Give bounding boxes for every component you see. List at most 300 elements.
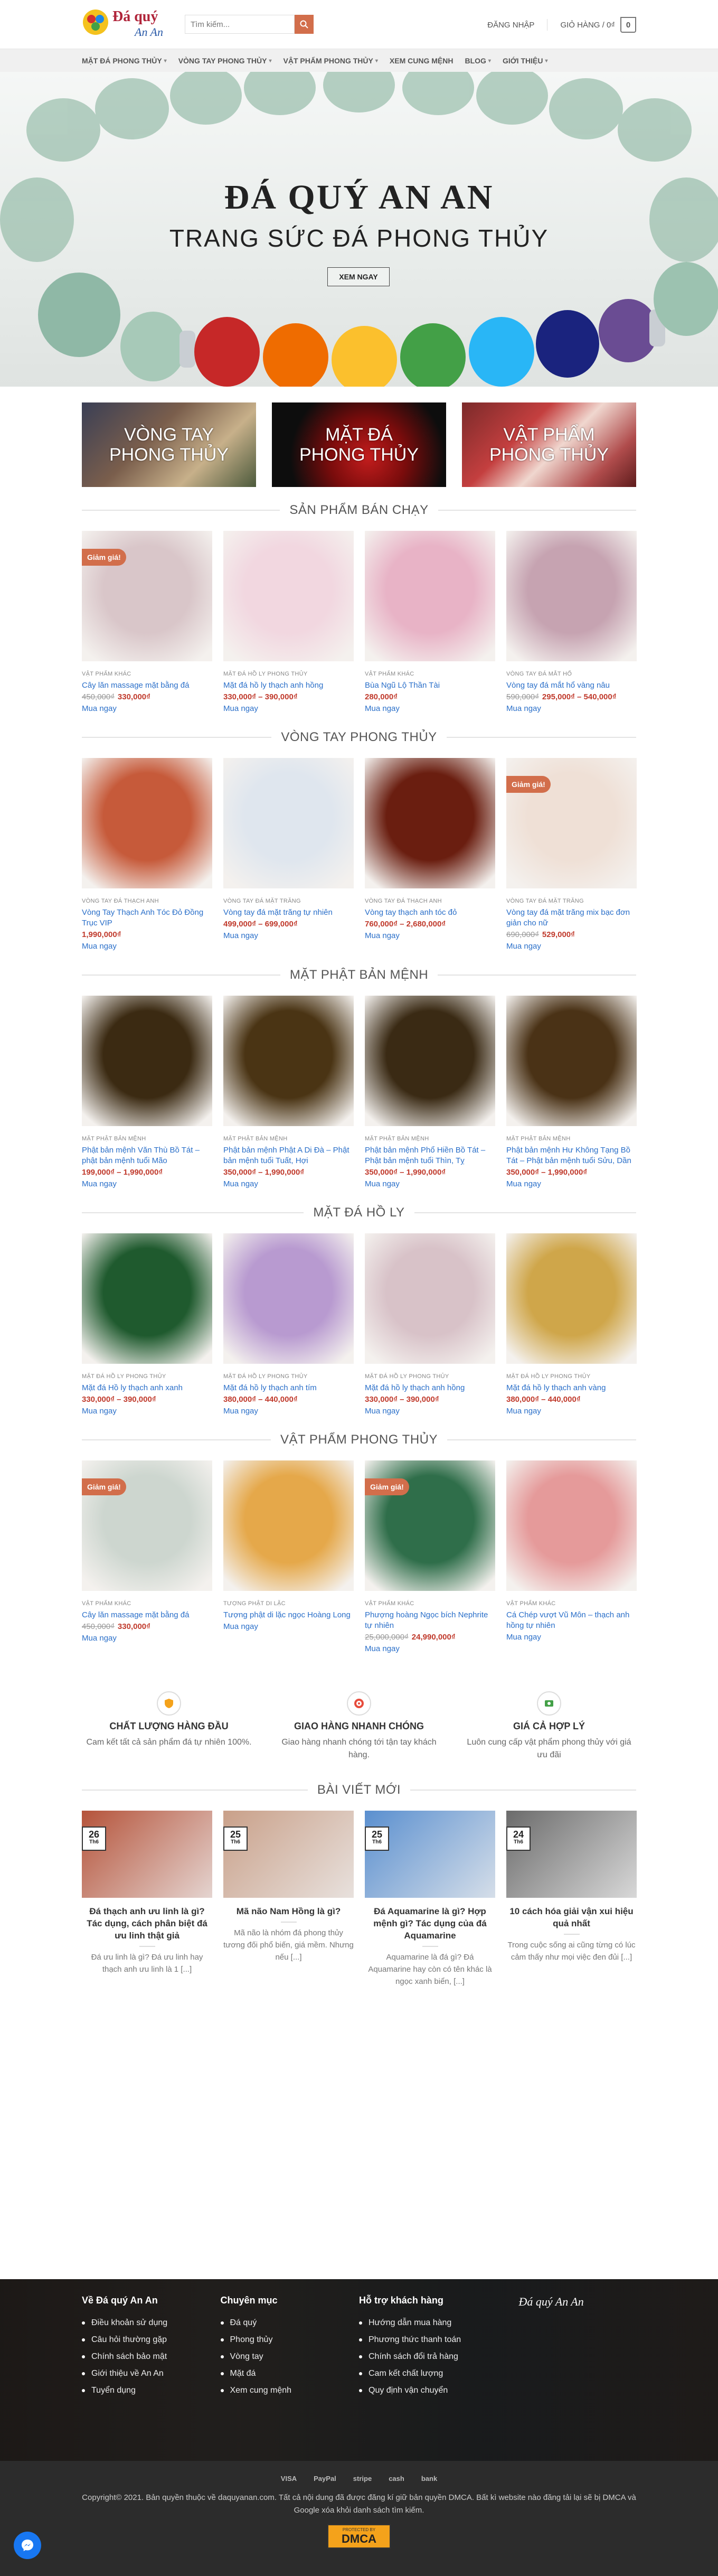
footer-col-title: Chuyên mục xyxy=(220,2295,278,2306)
footer-link[interactable]: Mặt đá xyxy=(221,2365,360,2382)
current-price: 350,000₫ – 1,990,000₫ xyxy=(223,1168,305,1177)
current-price: 330,000₫ – 390,000₫ xyxy=(82,1395,156,1404)
product-price xyxy=(506,1167,637,1178)
header-actions xyxy=(487,17,636,33)
product-card xyxy=(223,1460,354,1654)
current-price: 350,000₫ – 1,990,000₫ xyxy=(365,1168,446,1177)
post-day: 25 xyxy=(371,1829,383,1840)
search-button[interactable] xyxy=(295,15,314,34)
cash-icon: cash xyxy=(389,2474,404,2483)
buy-now-link[interactable]: Mua ngay xyxy=(365,931,400,940)
section-title xyxy=(82,1432,636,1447)
nav-item-gioi-thieu[interactable] xyxy=(503,57,548,65)
product-price xyxy=(82,1622,212,1632)
feature-text: Luôn cung cấp vật phẩm phong thủy với giá ưu đãi xyxy=(467,1738,631,1759)
divider xyxy=(438,510,636,511)
payment-icons xyxy=(0,2472,718,2484)
product-card xyxy=(506,1233,637,1417)
product-category: TƯỢNG PHẬT DI LẶC xyxy=(223,1600,286,1607)
post-date-badge xyxy=(365,1826,389,1851)
post-day: 25 xyxy=(230,1829,241,1840)
product-card xyxy=(506,1460,637,1654)
product-category: VẬT PHẨM KHÁC xyxy=(82,1600,131,1607)
blog-post-card xyxy=(82,1811,212,1988)
buy-now-link[interactable]: Mua ngay xyxy=(223,1407,258,1416)
product-image[interactable] xyxy=(223,996,354,1126)
current-price: 330,000₫ – 390,000₫ xyxy=(223,692,298,701)
nav-label: VẬT PHẨM PHONG THỦY xyxy=(283,57,373,65)
hero-subtitle: TRANG SỨC ĐÁ PHONG THỦY xyxy=(169,224,549,252)
product-category: MẶT ĐÁ HỒ LY PHONG THỦY xyxy=(82,1373,166,1380)
old-price: 690,000₫ xyxy=(506,930,539,939)
product-name-link[interactable]: Mặt đá hồ ly thạch anh tím xyxy=(223,1383,317,1392)
blog-post-card xyxy=(506,1811,637,1988)
product-category: VẬT PHẨM KHÁC xyxy=(365,671,414,677)
section-heading: MẶT PHẬT BẢN MỆNH xyxy=(289,968,429,982)
footer-col-about xyxy=(82,2295,221,2399)
product-category: MẶT ĐÁ HỒ LY PHONG THỦY xyxy=(506,1373,591,1380)
post-date-badge xyxy=(506,1826,531,1851)
product-card xyxy=(223,758,354,952)
feature-text: Cam kết tất cả sản phẩm đá tự nhiên 100%. xyxy=(86,1738,252,1747)
divider xyxy=(447,1439,636,1440)
login-link[interactable]: ĐĂNG NHẬP xyxy=(487,20,535,30)
product-image[interactable] xyxy=(82,996,212,1126)
product-image[interactable] xyxy=(223,758,354,888)
current-price: 1,990,000₫ xyxy=(82,930,121,939)
feature-title: CHẤT LƯỢNG HÀNG ĐẦU xyxy=(109,1721,229,1731)
blog-section-title xyxy=(82,1783,636,1797)
divider xyxy=(564,1934,580,1935)
stripe-icon: stripe xyxy=(353,2474,372,2483)
footer-link[interactable]: Quy định vận chuyển xyxy=(359,2382,498,2399)
feature-title: GIÁ CẢ HỢP LÝ xyxy=(513,1721,585,1731)
product-price xyxy=(223,919,354,930)
bank-icon: bank xyxy=(421,2474,438,2483)
current-price: 330,000₫ xyxy=(117,1622,150,1631)
footer-link[interactable]: Điều khoản sử dụng xyxy=(82,2315,221,2331)
product-category: VÒNG TAY ĐÁ THẠCH ANH xyxy=(365,898,442,904)
footer-link[interactable]: Hướng dẫn mua hàng xyxy=(359,2315,498,2331)
paypal-icon: PayPal xyxy=(314,2474,336,2483)
product-price xyxy=(365,1632,495,1643)
divider xyxy=(82,510,280,511)
product-image[interactable] xyxy=(506,1233,637,1364)
buy-now-link[interactable]: Mua ngay xyxy=(223,704,258,713)
current-price: 295,000₫ – 540,000₫ xyxy=(542,692,617,701)
product-price xyxy=(365,1167,495,1178)
section-heading: VÒNG TAY PHONG THỦY xyxy=(281,730,437,744)
product-name-link[interactable]: Phật bản mệnh Hư Không Tạng Bồ Tát – Phật bản mệnh tuổi Sửu, Dần xyxy=(506,1146,631,1165)
product-image[interactable] xyxy=(82,758,212,888)
current-price: 499,000₫ – 699,000₫ xyxy=(223,920,298,929)
section-title xyxy=(82,503,636,518)
product-image[interactable] xyxy=(506,1460,637,1591)
product-price xyxy=(223,692,354,702)
post-image[interactable] xyxy=(365,1811,495,1898)
buy-now-link[interactable]: Mua ngay xyxy=(82,942,117,951)
category-label: VẬT PHẨM PHONG THỦY xyxy=(489,425,609,465)
product-image[interactable] xyxy=(82,1460,212,1591)
product-name-link[interactable]: Bùa Ngũ Lộ Thần Tài xyxy=(365,681,440,690)
post-title[interactable]: Đá thạch anh ưu linh là gì? Tác dụng, cách phân biệt đá ưu linh thật giả xyxy=(87,1906,207,1941)
dmca-label: DMCA xyxy=(342,2532,376,2545)
product-grid xyxy=(82,996,636,1189)
divider xyxy=(410,1790,636,1791)
product-card xyxy=(82,1233,212,1417)
search-bar xyxy=(185,15,314,34)
post-month: Th6 xyxy=(514,1839,523,1845)
blog-post-card xyxy=(365,1811,495,1988)
post-month: Th6 xyxy=(231,1839,240,1845)
product-card xyxy=(82,531,212,714)
buy-now-link[interactable]: Mua ngay xyxy=(506,1633,541,1642)
sale-badge: Giảm giá! xyxy=(365,1478,409,1495)
nav-item-mat-da[interactable] xyxy=(82,57,167,65)
buy-now-link[interactable]: Mua ngay xyxy=(82,1634,117,1643)
footer-link[interactable]: Câu hỏi thường gặp xyxy=(82,2331,221,2348)
section-heading: VẬT PHẨM PHONG THỦY xyxy=(280,1432,438,1447)
section-title xyxy=(82,730,636,745)
logo-gem-icon xyxy=(82,8,109,36)
footer-link[interactable]: Đá quý xyxy=(221,2315,360,2331)
product-category: VẬT PHẨM KHÁC xyxy=(506,1600,556,1607)
footer-col-title: Hỗ trợ khách hàng xyxy=(359,2295,443,2306)
chevron-down-icon: ▾ xyxy=(545,58,548,64)
post-date-badge xyxy=(223,1826,248,1851)
product-image[interactable] xyxy=(365,758,495,888)
product-card xyxy=(506,996,637,1189)
footer-link[interactable]: Vòng tay xyxy=(221,2348,360,2365)
product-name-link[interactable]: Phật bản mệnh Văn Thù Bồ Tát – phật bản mệnh tuổi Mão xyxy=(82,1146,200,1165)
product-price xyxy=(223,1167,354,1178)
features-row xyxy=(82,1691,636,1762)
product-name-link[interactable]: Mặt đá hồ ly thạch anh hồng xyxy=(365,1383,465,1392)
product-card xyxy=(223,996,354,1189)
product-name-link[interactable]: Tượng phật di lặc ngọc Hoàng Long xyxy=(223,1610,351,1619)
divider xyxy=(447,737,636,738)
nav-label: VÒNG TAY PHONG THỦY xyxy=(178,57,267,65)
feature-quality xyxy=(82,1691,256,1762)
product-price xyxy=(365,1394,495,1405)
post-day: 26 xyxy=(88,1829,100,1840)
footer-link[interactable]: Giới thiệu về An An xyxy=(82,2365,221,2382)
chevron-down-icon: ▾ xyxy=(375,58,378,64)
target-icon xyxy=(347,1691,371,1716)
post-image[interactable] xyxy=(223,1811,354,1898)
product-image[interactable] xyxy=(223,1233,354,1364)
product-image[interactable] xyxy=(365,996,495,1126)
header xyxy=(0,0,718,49)
product-name-link[interactable]: Phượng hoàng Ngọc bích Nephrite tự nhiên xyxy=(365,1610,488,1630)
footer-link[interactable]: Phương thức thanh toán xyxy=(359,2331,498,2348)
divider xyxy=(438,975,636,976)
hero-title: ĐÁ QUÝ AN AN xyxy=(224,178,494,217)
footer-top xyxy=(0,2279,718,2461)
footer-link[interactable]: Phong thủy xyxy=(221,2331,360,2348)
category-banners xyxy=(82,402,636,487)
divider xyxy=(82,737,271,738)
hero-banner xyxy=(0,72,718,387)
current-price: 529,000₫ xyxy=(542,930,575,939)
product-image[interactable] xyxy=(365,531,495,661)
product-category: MẶT PHẬT BẢN MỆNH xyxy=(223,1136,288,1142)
buy-now-link[interactable]: Mua ngay xyxy=(365,1407,400,1416)
product-category: VẬT PHẨM KHÁC xyxy=(365,1600,414,1607)
cart-icon[interactable] xyxy=(620,17,636,33)
product-grid xyxy=(82,758,636,952)
nav-label: XEM CUNG MỆNH xyxy=(389,57,454,65)
current-price: 330,000₫ xyxy=(117,692,150,701)
footer-col-support xyxy=(359,2295,498,2399)
product-price xyxy=(365,692,495,702)
blog-post-card xyxy=(223,1811,354,1988)
old-price: 590,000₫ xyxy=(506,692,539,701)
footer xyxy=(0,2279,718,2576)
post-month: Th6 xyxy=(89,1839,99,1845)
visa-icon: VISA xyxy=(280,2474,297,2483)
current-price: 760,000₫ – 2,680,000₫ xyxy=(365,920,446,929)
buy-now-link[interactable]: Mua ngay xyxy=(223,1179,258,1188)
divider xyxy=(82,975,280,976)
product-card xyxy=(223,1233,354,1417)
footer-col-brand xyxy=(498,2295,637,2399)
buy-now-link[interactable]: Mua ngay xyxy=(365,1644,400,1653)
product-name-link[interactable]: Vòng tay đá mặt trăng mix bạc đơn giản cho nữ xyxy=(506,908,630,928)
product-name-link[interactable]: Mặt đá hồ ly thạch anh vàng xyxy=(506,1383,606,1392)
product-price xyxy=(223,1394,354,1405)
messenger-icon xyxy=(20,2538,35,2553)
nav-item-vat-pham[interactable] xyxy=(284,57,378,65)
current-price: 24,990,000₫ xyxy=(411,1633,456,1642)
footer-link[interactable]: Chính sách đổi trả hàng xyxy=(359,2348,498,2365)
main-content xyxy=(82,402,636,1988)
product-price xyxy=(82,1394,212,1405)
post-title[interactable]: Mã não Nam Hồng là gì? xyxy=(236,1906,341,1916)
product-category: MẶT ĐÁ HỒ LY PHONG THỦY xyxy=(365,1373,449,1380)
product-name-link[interactable]: Cây lăn massage mặt bằng đá xyxy=(82,1610,190,1619)
buy-now-link[interactable]: Mua ngay xyxy=(82,1179,117,1188)
product-price xyxy=(506,1394,637,1405)
nav-label: BLOG xyxy=(465,57,486,65)
cart-count: 0 xyxy=(626,20,631,30)
search-input[interactable] xyxy=(185,15,295,34)
old-price: 450,000₫ xyxy=(82,1622,115,1631)
product-card xyxy=(365,996,495,1189)
footer-col-title: Về Đá quý An An xyxy=(82,2295,158,2306)
current-price: 350,000₫ – 1,990,000₫ xyxy=(506,1168,588,1177)
category-vat-pham[interactable] xyxy=(462,402,636,487)
copyright-text: Copyright© 2021. Bản quyền thuộc về daquyanan.com. Tất cả nội dung đã được đăng kí giữ bản quyền DMCA. Bất kì website nào đăng tải lại sẽ bị DMCA và Google xóa khỏi danh sách tìm kiếm. xyxy=(82,2493,636,2515)
footer-brand: Đá quý An An xyxy=(518,2295,584,2308)
product-card xyxy=(82,1460,212,1654)
sale-badge: Giảm giá! xyxy=(82,1478,126,1495)
buy-now-link[interactable]: Mua ngay xyxy=(223,931,258,940)
product-category: MẶT PHẬT BẢN MỆNH xyxy=(82,1136,146,1142)
section-heading: MẶT ĐÁ HỒ LY xyxy=(313,1205,405,1220)
tag-icon xyxy=(537,1691,561,1716)
feature-text: Giao hàng nhanh chóng tới tận tay khách hàng. xyxy=(281,1738,437,1759)
product-card xyxy=(506,531,637,714)
product-category: VẬT PHẨM KHÁC xyxy=(82,671,131,677)
divider xyxy=(139,1946,155,1947)
post-month: Th6 xyxy=(372,1839,382,1845)
footer-bottom xyxy=(0,2461,718,2576)
product-name-link[interactable]: Vòng tay đá mắt hổ vàng nâu xyxy=(506,681,610,690)
post-excerpt: Mã não là nhóm đá phong thủy tương đối phổ biến, giá mềm. Nhưng nếu [...] xyxy=(223,1928,354,1962)
product-image[interactable] xyxy=(82,1233,212,1364)
post-image[interactable] xyxy=(506,1811,637,1898)
product-name-link[interactable]: Cá Chép vượt Vũ Môn – thạch anh hồng tự nhiên xyxy=(506,1610,630,1630)
feature-delivery xyxy=(272,1691,446,1762)
product-card xyxy=(365,531,495,714)
product-grid xyxy=(82,1233,636,1417)
chevron-down-icon: ▾ xyxy=(488,58,491,64)
buy-now-link[interactable]: Mua ngay xyxy=(223,1622,258,1631)
nav-item-vong-tay[interactable] xyxy=(178,57,272,65)
feature-price xyxy=(462,1691,636,1762)
product-price xyxy=(82,692,212,702)
post-excerpt: Aquamarine là đá gì? Đá Aquamarine hay còn có tên khác là ngọc xanh biển, [...] xyxy=(368,1953,492,1986)
product-card xyxy=(365,1460,495,1654)
product-image[interactable] xyxy=(506,758,637,888)
logo-title: Đá quý xyxy=(112,8,158,25)
section-title xyxy=(82,1205,636,1220)
product-name-link[interactable]: Vòng Tay Thạch Anh Tóc Đỏ Đồng Trục VIP xyxy=(82,908,204,928)
product-image[interactable] xyxy=(223,1460,354,1591)
post-image[interactable] xyxy=(82,1811,212,1898)
search-icon xyxy=(300,20,308,29)
post-title[interactable]: Đá Aquamarine là gì? Hợp mệnh gì? Tác dụng của đá Aquamarine xyxy=(373,1906,487,1941)
post-title[interactable]: 10 cách hóa giải vận xui hiệu quả nhất xyxy=(509,1906,634,1928)
product-image[interactable] xyxy=(365,1233,495,1364)
current-price: 380,000₫ – 440,000₫ xyxy=(506,1395,581,1404)
product-image[interactable] xyxy=(506,531,637,661)
buy-now-link[interactable]: Mua ngay xyxy=(82,1407,117,1416)
nav-item-blog[interactable] xyxy=(465,57,490,65)
chevron-down-icon: ▾ xyxy=(269,58,272,64)
product-price xyxy=(82,930,212,940)
product-category: MẶT PHẬT BẢN MỆNH xyxy=(365,1136,429,1142)
section-heading: SẢN PHẨM BÁN CHẠY xyxy=(289,503,429,517)
product-category: MẶT ĐÁ HỒ LY PHONG THỦY xyxy=(223,1373,308,1380)
product-category: MẶT ĐÁ HỒ LY PHONG THỦY xyxy=(223,671,308,677)
current-price: 280,000₫ xyxy=(365,692,398,701)
product-grid xyxy=(82,1460,636,1654)
product-card xyxy=(365,758,495,952)
product-name-link[interactable]: Mặt đá hồ ly thạch anh hồng xyxy=(223,681,324,690)
product-category: MẶT PHẬT BẢN MỆNH xyxy=(506,1136,571,1142)
category-label: MẶT ĐÁ PHONG THỦY xyxy=(299,425,419,465)
product-card xyxy=(506,758,637,952)
footer-link[interactable]: Cam kết chất lượng xyxy=(359,2365,498,2382)
main-nav xyxy=(0,49,718,72)
product-card xyxy=(82,758,212,952)
product-image[interactable] xyxy=(365,1460,495,1591)
product-category: VÒNG TAY ĐÁ MẶT TRĂNG xyxy=(223,898,301,904)
product-price xyxy=(506,692,637,702)
divider xyxy=(82,1439,271,1440)
buy-now-link[interactable]: Mua ngay xyxy=(506,704,541,713)
product-category: VÒNG TAY ĐÁ MẮT HỔ xyxy=(506,671,572,677)
old-price: 25,000,000₫ xyxy=(365,1633,409,1642)
buy-now-link[interactable]: Mua ngay xyxy=(365,1179,400,1188)
shield-icon xyxy=(157,1691,181,1716)
divider xyxy=(414,1212,636,1213)
sale-badge: Giảm giá! xyxy=(82,549,126,566)
current-price: 380,000₫ – 440,000₫ xyxy=(223,1395,298,1404)
product-card xyxy=(223,531,354,714)
product-name-link[interactable]: Vòng tay đá mặt trăng tự nhiên xyxy=(223,908,333,917)
category-vong-tay[interactable] xyxy=(82,402,256,487)
footer-link[interactable]: Tuyển dụng xyxy=(82,2382,221,2399)
product-grid xyxy=(82,531,636,714)
footer-link[interactable]: Chính sách bảo mật xyxy=(82,2348,221,2365)
messenger-chat-button[interactable] xyxy=(14,2532,41,2559)
product-category: VÒNG TAY ĐÁ MẶT TRĂNG xyxy=(506,898,584,904)
current-price: 330,000₫ – 390,000₫ xyxy=(365,1395,439,1404)
section-heading: BÀI VIẾT MỚI xyxy=(317,1783,401,1797)
product-sections xyxy=(82,503,636,1654)
dmca-small: PROTECTED BY xyxy=(342,2527,376,2532)
section-title xyxy=(82,968,636,982)
footer-col-categories xyxy=(221,2295,360,2399)
blog-posts xyxy=(82,1811,636,1988)
product-name-link[interactable]: Phật bản mệnh Phật A Di Đà – Phật bản mệnh tuổi Tuất, Hợi xyxy=(223,1146,349,1165)
product-image[interactable] xyxy=(506,996,637,1126)
product-name-link[interactable]: Mặt đá Hồ ly thạch anh xanh xyxy=(82,1383,183,1392)
divider xyxy=(422,1946,438,1947)
post-excerpt: Trong cuộc sống ai cũng từng có lúc cảm thấy như mọi việc đen đủi [...] xyxy=(507,1941,636,1962)
product-name-link[interactable]: Phật bản mệnh Phổ Hiền Bồ Tát – Phật bản mệnh tuổi Thìn, Tỵ xyxy=(365,1146,486,1165)
product-name-link[interactable]: Cây lăn massage mặt bằng đá xyxy=(82,681,190,690)
product-image[interactable] xyxy=(82,531,212,661)
category-mat-da[interactable] xyxy=(272,402,446,487)
buy-now-link[interactable]: Mua ngay xyxy=(506,1407,541,1416)
buy-now-link[interactable]: Mua ngay xyxy=(365,704,400,713)
divider xyxy=(82,1212,304,1213)
cart-link[interactable]: GIỎ HÀNG / 0₫ xyxy=(560,20,615,30)
chevron-down-icon: ▾ xyxy=(164,58,167,64)
buy-now-link[interactable]: Mua ngay xyxy=(506,1179,541,1188)
logo-subtitle: An An xyxy=(135,25,163,39)
footer-link[interactable]: Xem cung mệnh xyxy=(221,2382,360,2399)
nav-label: GIỚI THIỆU xyxy=(502,57,543,65)
product-image[interactable] xyxy=(223,531,354,661)
category-label: VÒNG TAY PHONG THỦY xyxy=(109,425,229,465)
product-name-link[interactable]: Vòng tay thạch anh tóc đỏ xyxy=(365,908,457,917)
site-logo[interactable] xyxy=(82,6,172,42)
feature-title: GIAO HÀNG NHANH CHÓNG xyxy=(294,1721,424,1731)
current-price: 199,000₫ – 1,990,000₫ xyxy=(82,1168,163,1177)
dmca-badge[interactable] xyxy=(327,2524,391,2549)
nav-label: MẶT ĐÁ PHONG THỦY xyxy=(82,57,162,65)
hero-cta-button[interactable]: XEM NGAY xyxy=(327,267,390,286)
nav-item-cung-menh[interactable] xyxy=(390,57,454,65)
product-category: VÒNG TAY ĐÁ THẠCH ANH xyxy=(82,898,159,904)
product-card xyxy=(82,996,212,1189)
buy-now-link[interactable]: Mua ngay xyxy=(506,942,541,951)
sale-badge: Giảm giá! xyxy=(506,776,551,793)
buy-now-link[interactable]: Mua ngay xyxy=(82,704,117,713)
post-date-badge xyxy=(82,1826,106,1851)
product-price xyxy=(506,930,637,940)
old-price: 450,000₫ xyxy=(82,692,115,701)
divider xyxy=(82,1790,308,1791)
divider xyxy=(281,1922,297,1923)
post-excerpt: Đá ưu linh là gì? Đá ưu linh hay thạch anh ưu linh là 1 [...] xyxy=(91,1953,203,1974)
post-day: 24 xyxy=(513,1829,524,1840)
